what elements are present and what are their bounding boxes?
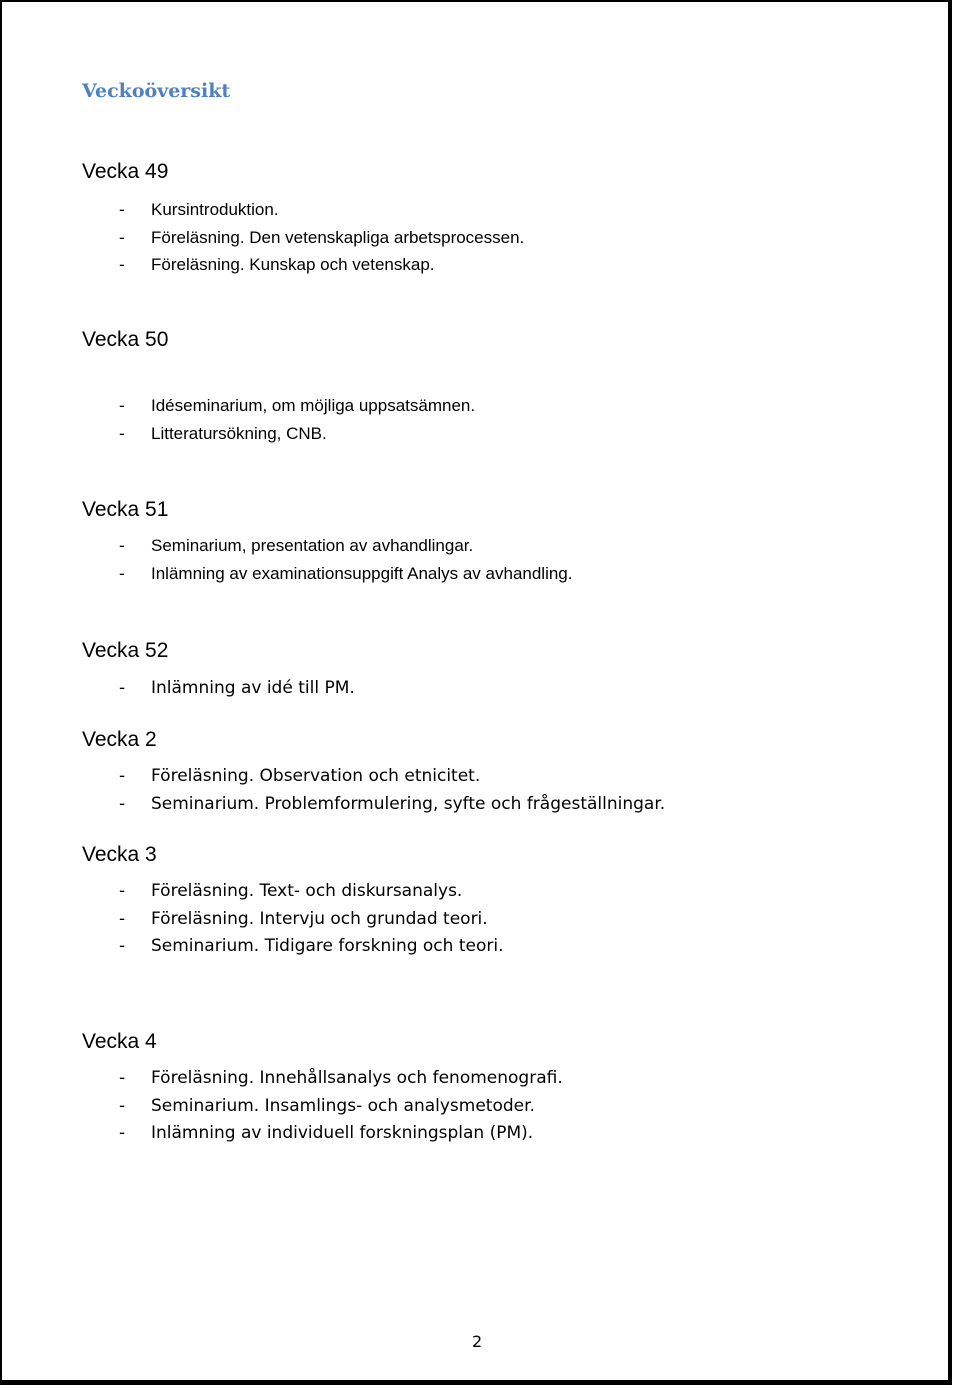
week-heading: Vecka 3 [82,843,157,866]
bullet-dash: - [119,766,126,786]
bullet-dash: - [119,936,126,957]
list-item: - Seminarium, presentation av avhandlingar. [119,532,573,560]
bullet-dash: - [119,881,126,901]
week-item-list [119,532,573,587]
list-item: - Litteratursökning, CNB. [119,420,475,448]
bullet-dash: - [119,908,126,929]
bullet-dash: - [119,396,125,415]
bullet-dash: - [119,678,126,698]
bullet-dash: - [119,563,125,583]
week-heading: Vecka 49 [82,160,169,183]
bullet-dash: - [119,1095,126,1116]
list-item: - Föreläsning. Kunskap och vetenskap. [119,251,524,279]
week-item-list [119,675,355,703]
week-heading: Vecka 52 [82,639,169,662]
list-item: - Idéseminarium, om möjliga uppsatsämnen. [119,392,475,420]
list-item: - Inlämning av individuell forskningsplan (PM). [119,1120,563,1148]
bullet-dash: - [119,423,125,443]
bullet-dash: - [119,227,125,247]
list-item: - Inlämning av idé till PM. [119,675,355,703]
list-item: - Inlämning av examinationsuppgift Analys av avhandling. [119,560,573,588]
bullet-dash: - [119,255,125,275]
bullet-dash: - [119,536,125,555]
list-item: - Seminarium. Tidigare forskning och teori. [119,933,503,961]
week-item-list [119,763,665,818]
list-item: - Seminarium. Insamlings- och analysmetoder. [119,1093,563,1121]
week-heading: Vecka 4 [82,1030,157,1053]
week-heading: Vecka 51 [82,498,169,521]
list-item: - Kursintroduktion. [119,196,524,224]
list-item: - Seminarium. Problemformulering, syfte och frågeställningar. [119,791,665,819]
week-heading: Vecka 50 [82,328,169,351]
list-item: - Föreläsning. Intervju och grundad teori. [119,906,503,934]
bullet-dash: - [119,1068,126,1088]
week-item-list [119,1065,563,1148]
list-item: - Föreläsning. Innehållsanalys och fenomenografi. [119,1065,563,1093]
bullet-dash: - [119,1123,126,1144]
list-item: - Föreläsning. Den vetenskapliga arbetsprocessen. [119,224,524,252]
page-title: Veckoöversikt [82,80,231,102]
bullet-dash: - [119,200,125,219]
bullet-dash: - [119,793,126,814]
week-item-list [119,878,503,961]
week-item-list [119,196,524,279]
list-item: - Föreläsning. Text- och diskursanalys. [119,878,503,906]
week-heading: Vecka 2 [82,728,157,751]
list-item: - Föreläsning. Observation och etnicitet. [119,763,665,791]
week-item-list [119,392,475,447]
page-number: 2 [472,1332,483,1351]
